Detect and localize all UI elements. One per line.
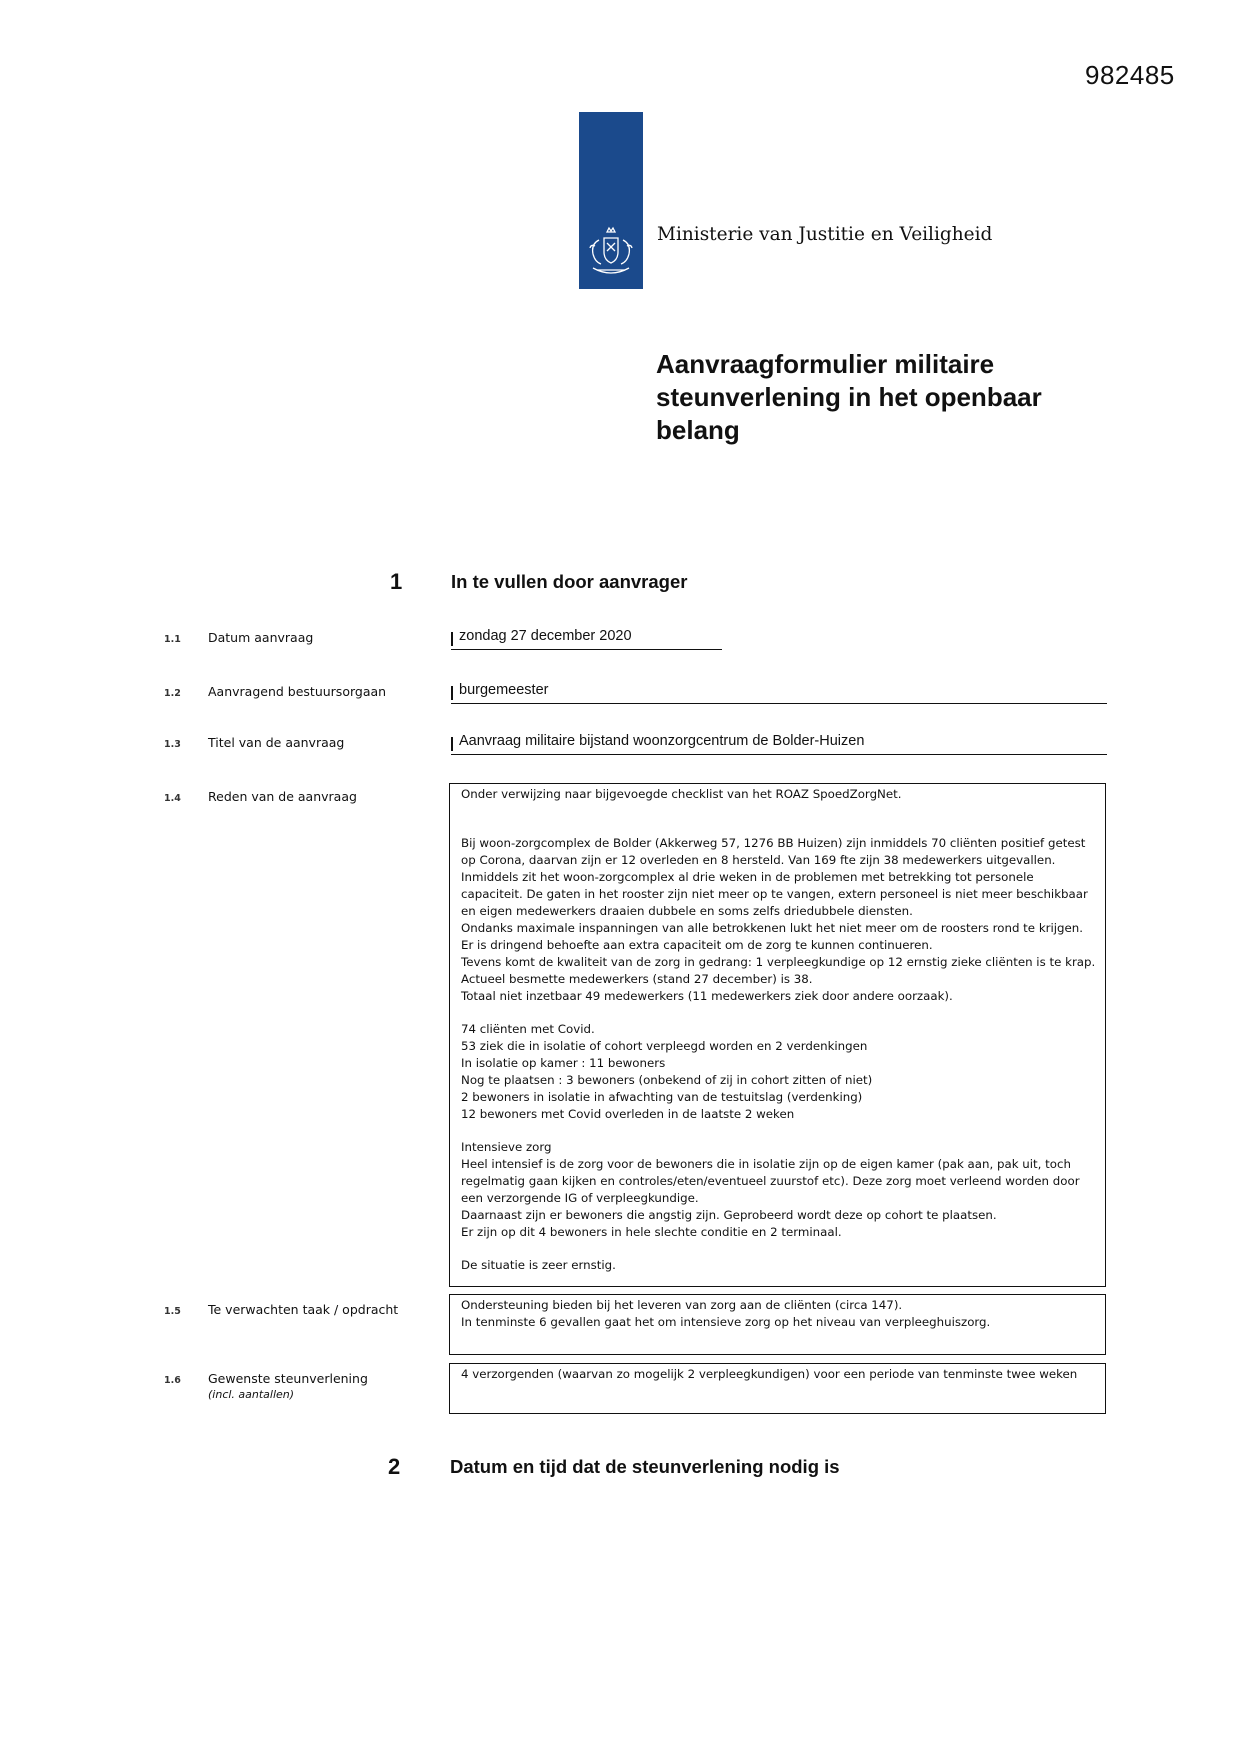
field-1-5-label: Te verwachten taak / opdracht [208, 1302, 399, 1317]
titel-aanvraag-field[interactable]: Aanvraag militaire bijstand woonzorgcentrum de Bolder-Huizen [451, 733, 1107, 755]
field-1-1-number: 1.1 [164, 634, 181, 645]
field-1-3-label: Titel van de aanvraag [208, 735, 345, 750]
field-1-1-label: Datum aanvraag [208, 630, 314, 645]
taak-line-2: In tenminste 6 gevallen gaat het om intensieve zorg op het niveau van verpleeghuiszorg. [461, 1315, 991, 1329]
taak-opdracht-textbox[interactable] [449, 1294, 1106, 1355]
intensieve-zorg-title: Intensieve zorg [461, 1140, 552, 1154]
steunverlening-value: 4 verzorgenden (waarvan zo mogelijk 2 verpleegkundigen) voor een periode van tenminste twee weken [461, 1367, 1078, 1381]
datum-aanvraag-field[interactable]: zondag 27 december 2020 [451, 628, 722, 650]
reden-intro: Onder verwijzing naar bijgevoegde checklist van het ROAZ SpoedZorgNet. [461, 787, 902, 801]
reden-niet-inzetbaar: Totaal niet inzetbaar 49 medewerkers (11 medewerkers ziek door andere oorzaak). [461, 989, 953, 1003]
reden-clienten-covid: 74 cliënten met Covid. [461, 1022, 595, 1036]
field-1-4-number: 1.4 [164, 793, 181, 804]
field-1-6-sublabel: (incl. aantallen) [208, 1388, 295, 1401]
intensieve-zorg-text-3: Er zijn op dit 4 bewoners in hele slechte conditie en 2 terminaal. [461, 1225, 842, 1239]
field-1-3-number: 1.3 [164, 739, 181, 750]
intensieve-zorg-text-1: Heel intensief is de zorg voor de bewoners die in isolatie zijn op de eigen kamer (pak aan, pak uit, toch regelmatig gaan kijken en controles/eten/eventueel zuurstof etc). Deze zorg moet verleend worden door een verzorgende IG of verpleegkundige. [461, 1157, 1080, 1205]
reden-nog-plaatsen: Nog te plaatsen : 3 bewoners (onbekend of zij in cohort zitten of niet) [461, 1073, 873, 1087]
field-1-6-label-text: Gewenste steunverlening [208, 1371, 368, 1386]
coat-of-arms-icon [585, 224, 637, 280]
document-number: 982485 [1085, 60, 1175, 90]
reden-isolatie-kamer: In isolatie op kamer : 11 bewoners [461, 1056, 666, 1070]
gewenste-steunverlening-textbox[interactable] [449, 1363, 1106, 1414]
ministry-name: Ministerie van Justitie en Veiligheid [657, 224, 993, 245]
reden-besmet: Actueel besmette medewerkers (stand 27 december) is 38. [461, 972, 813, 986]
section-2-title: Datum en tijd dat de steunverlening nodig is [450, 1456, 840, 1477]
reden-inspanningen: Ondanks maximale inspanningen van alle betrokkenen lukt het niet meer om de roosters rond te krijgen. Er is dringend behoefte aan extra capaciteit om de zorg te kunnen continueren. [461, 921, 1084, 952]
reden-situatie: Bij woon-zorgcomplex de Bolder (Akkerweg 57, 1276 BB Huizen) zijn inmiddels 70 cliënten positief getest op Corona, daarvan zijn er 12 overleden en 8 hersteld. Van 169 fte zijn 38 medewerkers uitgevallen. Inmiddels zit het woon-zorgcomplex al drie weken in de problemen met betrekking tot personele capaciteit. De gaten in het rooster zijn niet meer op te vangen, extern personeel is niet meer beschikbaar en eigen medewerkers draaien dubbele en soms zelfs driedubbele diensten. [461, 836, 1088, 918]
government-logo [579, 112, 643, 289]
reden-aanvraag-textbox[interactable] [449, 783, 1106, 1287]
field-1-6-label [208, 1371, 368, 1403]
field-1-2-number: 1.2 [164, 688, 181, 699]
reden-overleden: 12 bewoners met Covid overleden in de laatste 2 weken [461, 1107, 795, 1121]
field-1-6-number: 1.6 [164, 1375, 181, 1386]
form-title: Aanvraagformulier militaire steunverlening in het openbaar belang [656, 349, 1042, 445]
section-2-number: 2 [388, 1454, 401, 1479]
taak-line-1: Ondersteuning bieden bij het leveren van zorg aan de cliënten (circa 147). [461, 1298, 903, 1312]
section-1-number: 1 [390, 569, 403, 594]
reden-closing: De situatie is zeer ernstig. [461, 1258, 616, 1272]
field-1-4-label: Reden van de aanvraag [208, 789, 357, 804]
section-1-title: In te vullen door aanvrager [451, 571, 688, 592]
bestuursorgaan-field[interactable]: burgemeester [451, 682, 1107, 704]
reden-testuitslag: 2 bewoners in isolatie in afwachting van de testuitslag (verdenking) [461, 1090, 863, 1104]
field-1-2-label: Aanvragend bestuursorgaan [208, 684, 387, 699]
field-1-5-number: 1.5 [164, 1306, 181, 1317]
intensieve-zorg-text-2: Daarnaast zijn er bewoners die angstig zijn. Geprobeerd wordt deze op cohort te plaatsen. [461, 1208, 997, 1222]
reden-isolatie-cohort: 53 ziek die in isolatie of cohort verpleegd worden en 2 verdenkingen [461, 1039, 868, 1053]
reden-kwaliteit: Tevens komt de kwaliteit van de zorg in gedrang: 1 verpleegkundige op 12 ernstig zieke cliënten is te krap. [461, 955, 1096, 969]
